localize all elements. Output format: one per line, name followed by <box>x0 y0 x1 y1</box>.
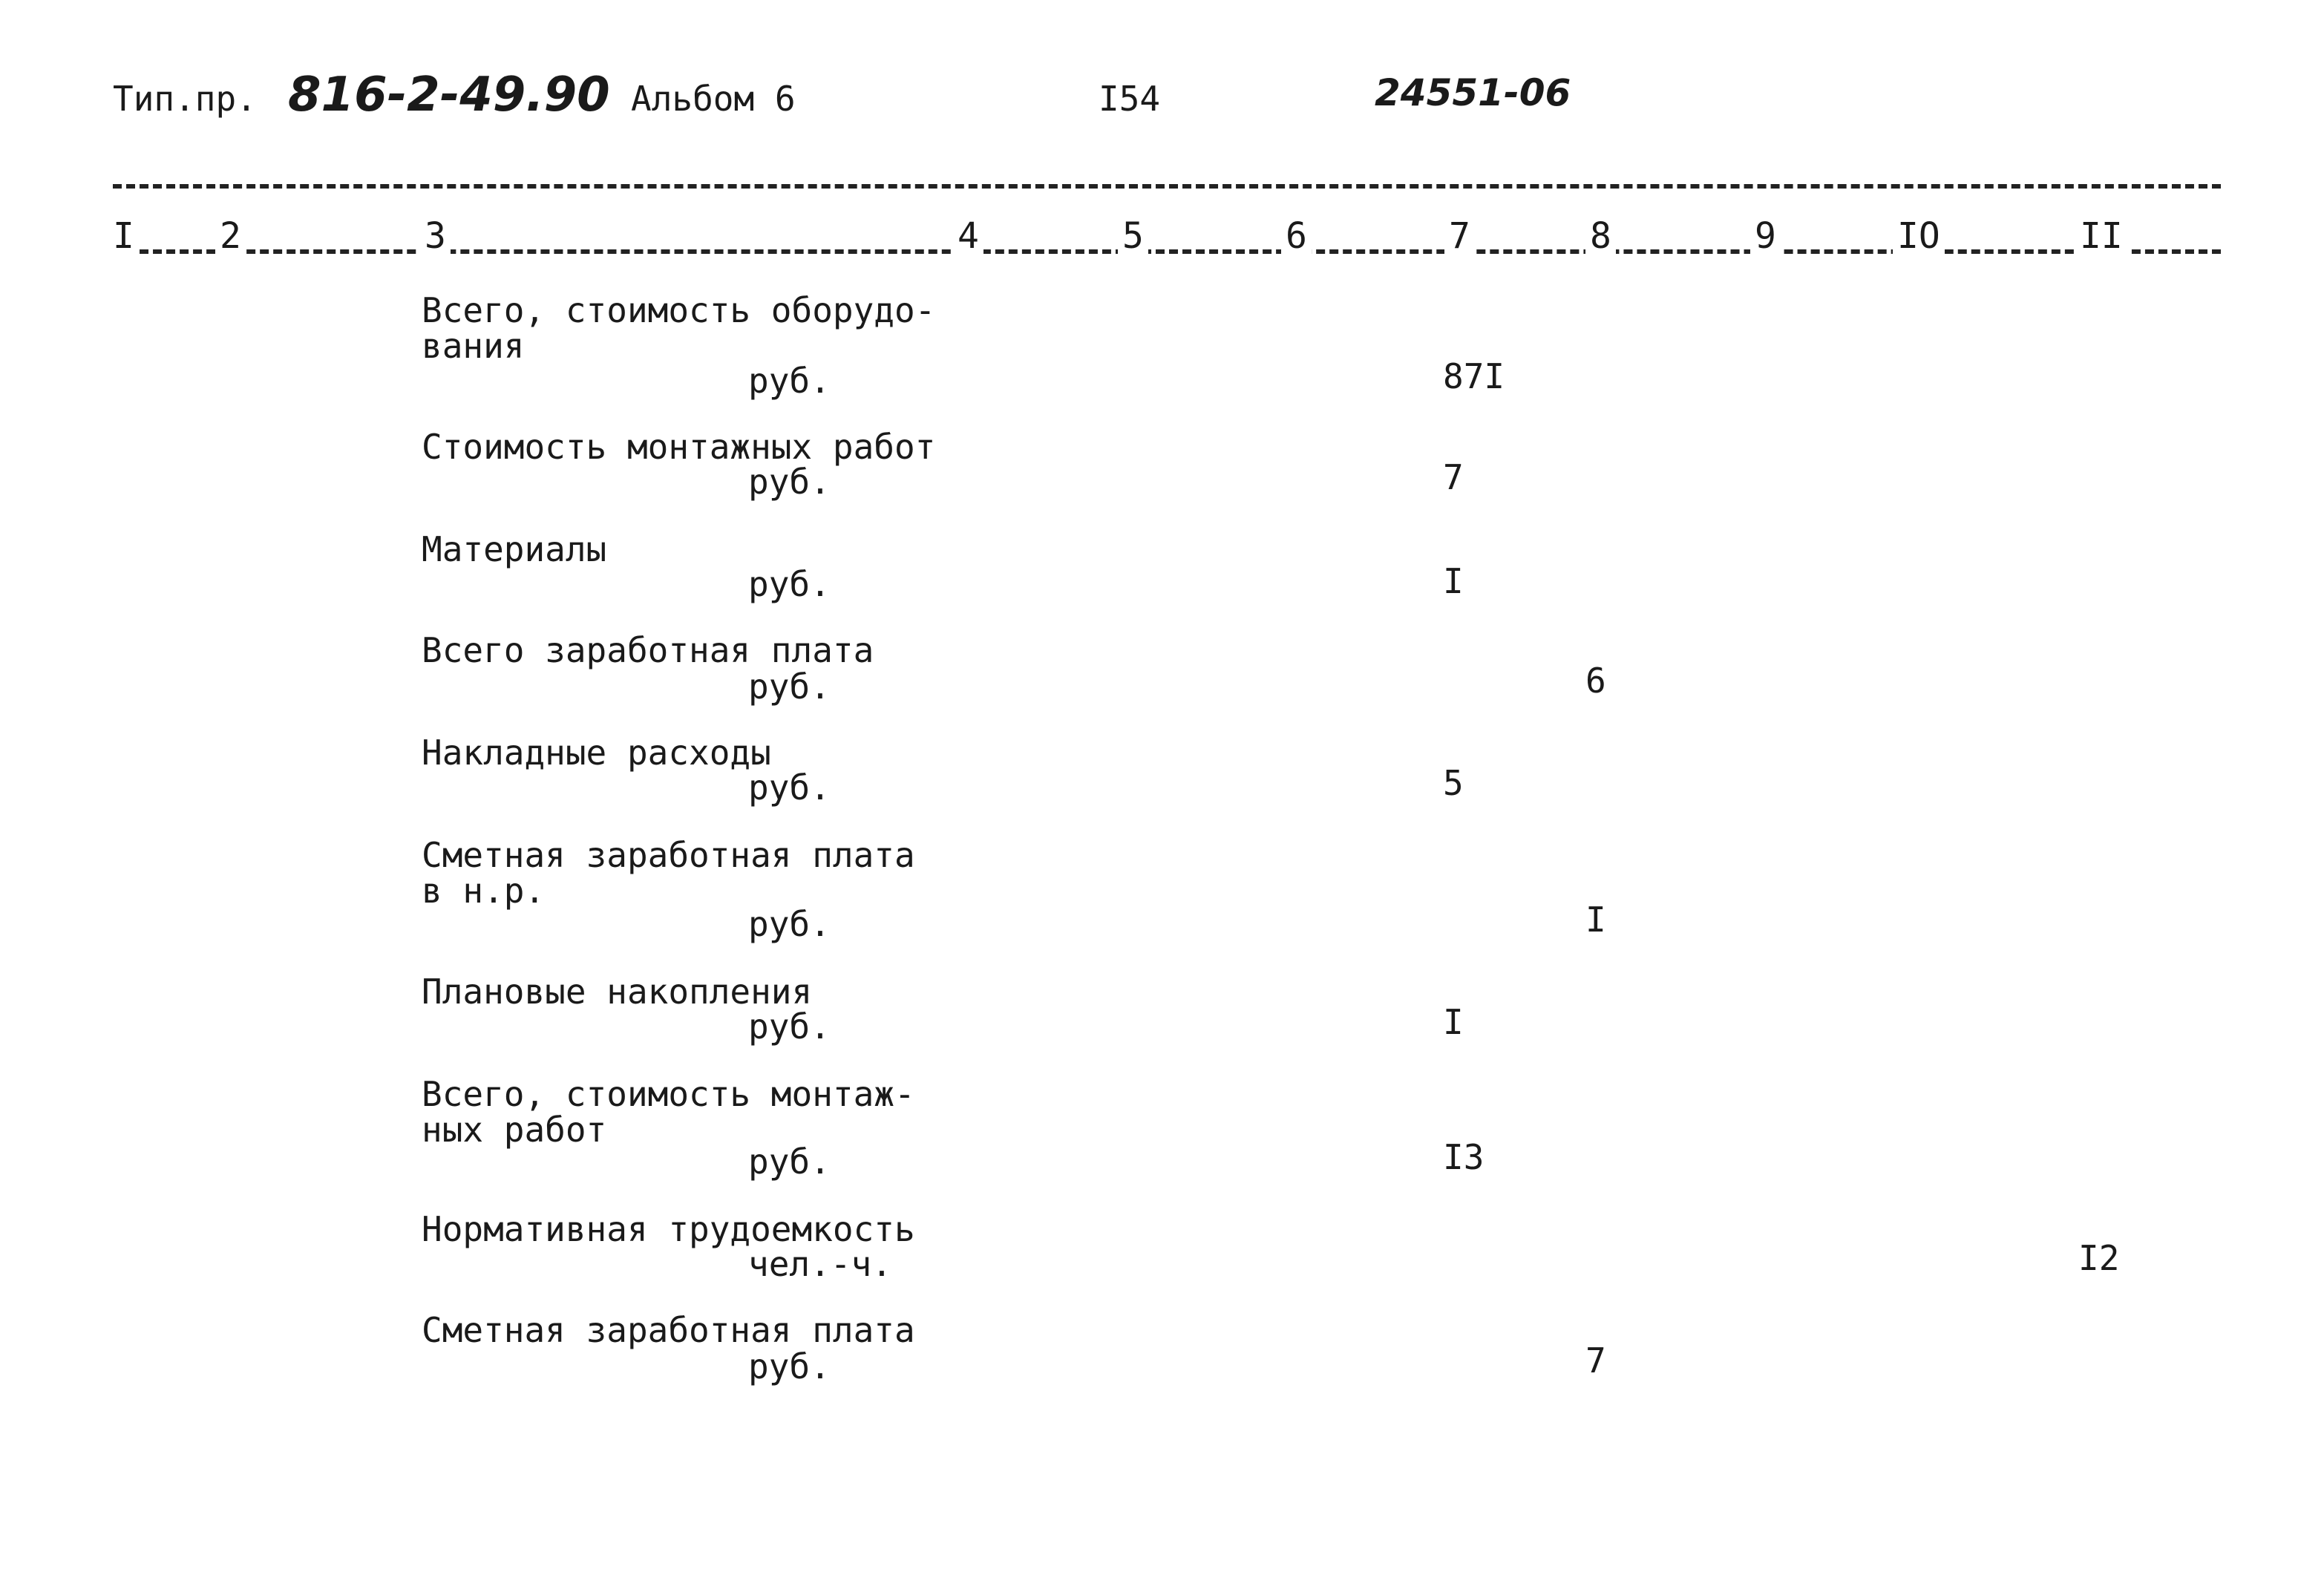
doc-type-prefix: Тип.пр. <box>113 79 257 119</box>
column-number-10: IO <box>1893 218 1945 254</box>
row-unit: руб. <box>748 361 831 401</box>
doc-number: 24551-06 <box>1375 71 1571 114</box>
row-label: Сметная заработная плата в н.р. <box>422 835 915 911</box>
row-unit: руб. <box>748 1006 831 1047</box>
row-unit: руб. <box>748 1346 831 1387</box>
column-number-4: 4 <box>953 218 983 254</box>
row-label: Накладные расходы <box>422 733 771 773</box>
column-number-9: 9 <box>1750 218 1781 254</box>
row-unit: руб. <box>748 667 831 707</box>
row-unit: руб. <box>748 1142 831 1182</box>
row-label: Сметная заработная плата <box>422 1310 915 1350</box>
row-value: I <box>1585 900 1606 940</box>
column-number-3: 3 <box>420 218 451 254</box>
row-unit: руб. <box>748 564 831 604</box>
column-number-2: 2 <box>215 218 246 254</box>
row-value: 5 <box>1443 763 1464 803</box>
column-number-8: 8 <box>1585 218 1616 254</box>
row-value: 6 <box>1585 661 1606 701</box>
row-label: Нормативная трудоемкость <box>422 1209 915 1249</box>
row-label: Всего, стоимость монтаж- ных работ <box>422 1074 915 1150</box>
row-unit: руб. <box>748 462 831 502</box>
row-label: Всего заработная плата <box>422 630 874 670</box>
top-dashed-rule <box>113 184 2221 189</box>
row-label: Всего, стоимость оборудо- вания <box>422 290 936 366</box>
page-number: I54 <box>1099 79 1161 119</box>
row-value: I2 <box>2078 1238 2120 1278</box>
row-unit: руб. <box>748 767 831 808</box>
column-number-5: 5 <box>1118 218 1148 254</box>
row-value: 7 <box>1443 457 1464 497</box>
row-unit: руб. <box>748 904 831 944</box>
column-number-7: 7 <box>1444 218 1475 254</box>
row-value: I <box>1443 561 1464 601</box>
row-value: I3 <box>1443 1137 1485 1177</box>
row-label: Материалы <box>422 529 607 569</box>
row-label: Плановые накопления <box>422 972 813 1012</box>
row-label: Стоимость монтажных работ <box>422 427 936 467</box>
row-value: 7 <box>1585 1340 1606 1381</box>
column-number-1: I <box>108 218 139 254</box>
column-number-11: II <box>2075 218 2127 254</box>
row-value: I <box>1443 1002 1464 1042</box>
row-value: 87I <box>1443 356 1505 396</box>
row-unit: чел.-ч. <box>748 1244 892 1284</box>
project-code: 816-2-49.90 <box>288 68 610 122</box>
album-label: Альбом 6 <box>631 79 796 119</box>
column-number-6: 6 <box>1281 218 1312 254</box>
